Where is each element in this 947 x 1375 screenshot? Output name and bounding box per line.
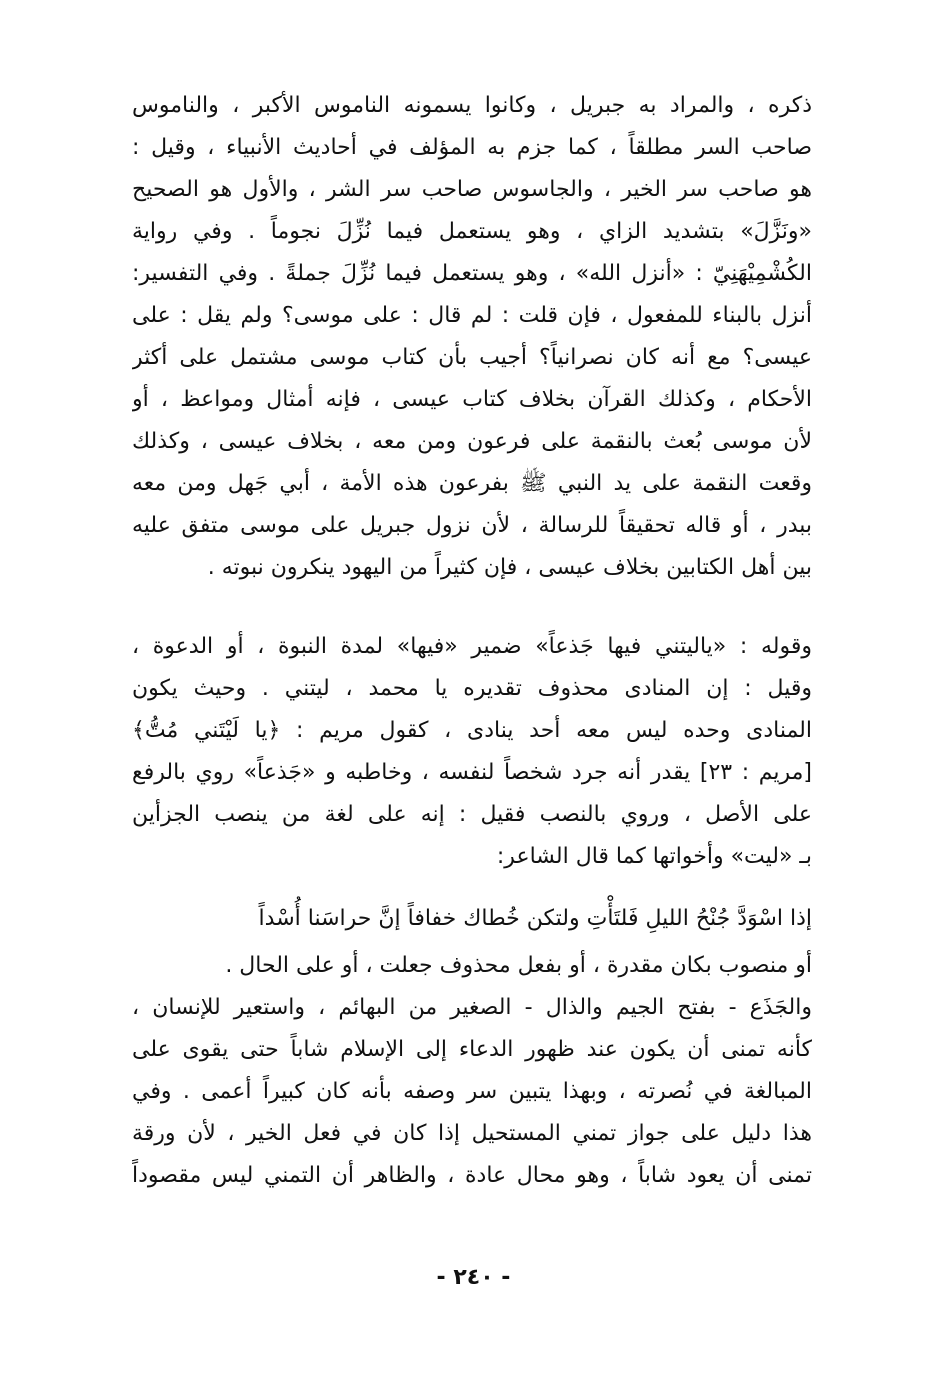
text-line: بـ «ليت» وأخواتها كما قال الشاعر: [496, 844, 812, 869]
text-line: ذكره ، والمراد به جبريل ، وكانوا يسمونه الناموس الأكبر ، والناموس [132, 93, 812, 118]
text-line: لأن موسى بُعث بالنقمة على فرعون ومن معه ، بخلاف عيسى ، وكذلك [132, 429, 812, 454]
paragraph-3 [132, 945, 812, 1197]
text-line: الأحكام ، وكذلك القرآن بخلاف كتاب عيسى ، فإنه أمثال ومواعظ ، أو [132, 387, 812, 412]
text-line: «ونَزَّلَ» بتشديد الزاي ، وهو يستعمل فيما نُزِّلَ نجوماً . وفي رواية [132, 219, 812, 244]
text-line: هو صاحب سر الخير ، والجاسوس صاحب سر الشر ، والأول هو الصحيح [132, 177, 812, 202]
poetry-verse [132, 895, 812, 943]
text-line: هذا دليل على جواز تمني المستحيل إذا كان في فعل الخير ، لأن ورقة [132, 1121, 812, 1146]
text-line: على الأصل ، وروي بالنصب فقيل : إنه على لغة من ينصب الجزأين [132, 802, 812, 827]
verse-line: إذا اسْوَدَّ جُنْحُ الليلِ فَلتَأْتِ ولتكن خُطاك خفافاً إنَّ حراسَنا أُسْداً [258, 906, 812, 931]
text-line: ببدر ، أو قاله تحقيقاً للرسالة ، لأن نزول جبريل على موسى متفق عليه [132, 513, 812, 538]
text-line: المنادى وحده ليس معه أحد ينادى ، كقول مريم : ﴿يا لَيْتَني مُتُّ﴾ [132, 718, 812, 743]
text-line: وقيل : إن المنادى محذوف تقديره يا محمد ، ليتني . وحيث يكون [132, 676, 812, 701]
text-line: وقعت النقمة على يد النبي ﷺ بفرعون هذه الأمة ، أبي جَهل ومن معه [132, 471, 812, 496]
text-line: تمنى أن يعود شاباً ، وهو محال عادة ، والظاهر أن التمني ليس مقصوداً [132, 1163, 812, 1188]
text-line: بين أهل الكتابين بخلاف عيسى ، فإن كثيراً من اليهود ينكرون نبوته . [207, 555, 812, 580]
text-line: [مريم : ٢٣] يقدر أنه جرد شخصاً لنفسه ، وخاطبه و «جَذعاً» روي بالرفع [132, 760, 812, 785]
text-line: صاحب السر مطلقاً ، كما جزم به المؤلف في أحاديث الأنبياء ، وقيل : [132, 135, 812, 160]
paragraph-1 [132, 85, 812, 589]
text-line: الكُشْمِيْهَنِيّ : «أنزل الله» ، وهو يستعمل فيما نُزِّلَ جملةً . وفي التفسير: [132, 261, 812, 286]
text-line: والجَذَع - بفتح الجيم والذال - الصغير من البهائم ، واستعير للإنسان ، [132, 995, 812, 1020]
page-number: - ٢٤٠ - [436, 1265, 511, 1290]
text-line: وقوله : «ياليتني فيها جَذعاً» ضمير «فيها» لمدة النبوة ، أو الدعوة ، [132, 634, 812, 659]
text-line: أو منصوب بكان مقدرة ، أو بفعل محذوف جعلت ، أو على الحال . [225, 953, 812, 978]
paragraph-2 [132, 626, 812, 878]
text-line: المبالغة في نُصرته ، وبهذا يتبين سر وصفه بأنه كان كبيراً أعمى . وفي [132, 1079, 812, 1104]
text-line: أنزل بالبناء للمفعول ، فإن قلت : لم قال : على موسى؟ ولم يقل : على [132, 303, 812, 328]
text-line: عيسى؟ مع أنه كان نصرانياً؟ أجيب بأن كتاب موسى مشتمل على أكثر [132, 345, 812, 370]
text-line: كأنه تمنى أن يكون عند ظهور الدعاء إلى الإسلام شاباً حتى يقوى على [132, 1037, 812, 1062]
